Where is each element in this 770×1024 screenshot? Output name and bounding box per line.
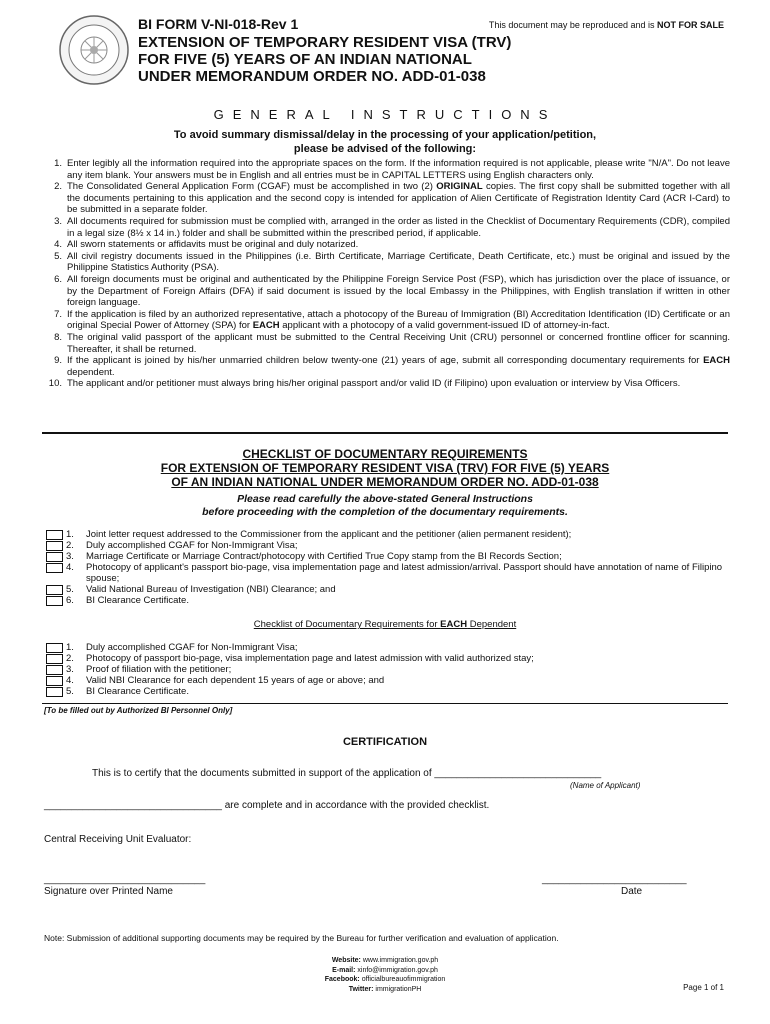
instruction-item: 2. The Consolidated General Application Form (CGAF) must be accomplished in two (2) ORIGINAL copies. The first copy shall be submitted together with all the documents pertaining to this application and the second copy is intended for application of Alien Certificate of Registration Identity Card (ACR I-Card) to be submitted in a separate folder. xyxy=(54,181,730,216)
form-title: EXTENSION OF TEMPORARY RESIDENT VISA (TRV) FOR FIVE (5) YEARS OF AN INDIAN NATIONAL UNDER MEMORANDUM ORDER NO. ADD-01-038 xyxy=(138,34,512,85)
checklist-item: 5. BI Clearance Certificate. xyxy=(46,686,730,697)
checklist-item: 5. Valid National Bureau of Investigation (NBI) Clearance; and xyxy=(46,584,730,595)
certification-title: CERTIFICATION xyxy=(342,736,428,748)
checkbox[interactable] xyxy=(46,654,63,664)
page-number: Page 1 of 1 xyxy=(683,983,724,992)
section-divider xyxy=(42,703,728,704)
checkbox[interactable] xyxy=(46,552,63,562)
twitter-link[interactable]: immigrationPH xyxy=(375,985,422,993)
applicant-name-label: (Name of Applicant) xyxy=(570,781,641,790)
instruction-item: 8. The original valid passport of the applicant must be submitted to the Central Receiving Unit (CRU) personnel or concerned frontline officer for scanning. Thereafter, it shall be returned. xyxy=(54,331,730,355)
email-link[interactable]: xinfo@immigration.gov.ph xyxy=(357,966,438,974)
checklist-item: 1. Joint letter request addressed to the Commissioner from the applicant and the petitioner (alien permanent resident); xyxy=(46,529,730,540)
checkbox[interactable] xyxy=(46,541,63,551)
general-instructions-subheading: To avoid summary dismissal/delay in the processing of your application/petition, please be advised of the following: xyxy=(173,129,597,155)
checkbox[interactable] xyxy=(46,665,63,675)
checkbox[interactable] xyxy=(46,643,63,653)
form-code: BI FORM V-NI-018-Rev 1 xyxy=(138,16,299,32)
checklist-item: 6. BI Clearance Certificate. xyxy=(46,595,730,606)
checkbox[interactable] xyxy=(46,530,63,540)
bi-personnel-note: [To be filled out by Authorized BI Personnel Only] xyxy=(44,706,233,715)
instruction-item: 7. If the application is filed by an authorized representative, attach a photocopy of the Bureau of Immigration (BI) Accreditation Identification (ID) Certificate or an original Special Power of Attorney (SPA) for EACH applicant with a photocopy of a valid government-issued ID of attorney-in-fact. xyxy=(54,308,730,332)
contact-info xyxy=(0,956,770,994)
checklist-item: 4. Photocopy of applicant's passport bio-page, visa implementation page and latest admission/arrival. Passport should have annotation of name of Filipino spouse; xyxy=(46,562,730,584)
checkbox[interactable] xyxy=(46,585,63,595)
date-field[interactable]: __________________________ xyxy=(542,874,687,885)
checkbox[interactable] xyxy=(46,596,63,606)
checklist-item: 2. Duly accomplished CGAF for Non-Immigrant Visa; xyxy=(46,540,730,551)
signature-field[interactable]: _____________________________ xyxy=(44,874,206,885)
cru-evaluator-label: Central Receiving Unit Evaluator: xyxy=(44,834,192,845)
facebook-line: Facebook: officialbureauofimmigration xyxy=(324,976,446,983)
checklist-item: 2. Photocopy of passport bio-page, visa implementation page and latest admission with valid authorized stay; xyxy=(46,653,730,664)
website-line: Website: www.immigration.gov.ph xyxy=(331,957,439,964)
date-label: Date xyxy=(621,886,643,897)
bureau-seal-icon xyxy=(58,14,130,86)
checklist-title: CHECKLIST OF DOCUMENTARY REQUIREMENTS FOR EXTENSION OF TEMPORARY RESIDENT VISA (TRV) FOR FIVE (5) YEARS OF AN INDIAN NATIONAL UNDER MEMORANDUM ORDER NO. ADD-01-038 xyxy=(160,447,610,489)
email-line: E-mail: xinfo@immigration.gov.ph xyxy=(332,966,438,974)
website-link[interactable]: www.immigration.gov.ph xyxy=(362,957,439,964)
instruction-item: 3. All documents required for submission must be complied with, arranged in the order as listed in the Checklist of Documentary Requirements (CDR), compiled in a legal size (8½ x 14 in.) folder and shall be submitted within the prescribed period, if applicable. xyxy=(54,215,730,239)
twitter-line: Twitter: immigrationPH xyxy=(348,985,422,993)
certification-statement: This is to certify that the documents submitted in support of the application of ______________________________ xyxy=(92,768,602,779)
section-divider xyxy=(42,432,728,434)
certification-statement-continued: ________________________________ are complete and in accordance with the provided checklist. xyxy=(44,800,490,811)
checklist-item: 1. Duly accomplished CGAF for Non-Immigrant Visa; xyxy=(46,642,730,653)
requirements-checklist xyxy=(46,529,730,606)
facebook-link[interactable]: officialbureauofimmigration xyxy=(361,976,446,983)
checklist-note: Please read carefully the above-stated General Instructions before proceeding with the completion of the documentary requirements. xyxy=(202,493,568,518)
checklist-item: 3. Proof of filiation with the petitioner; xyxy=(46,664,730,675)
checkbox[interactable] xyxy=(46,563,63,573)
instruction-item: 5. All civil registry documents issued in the Philippines (i.e. Birth Certificate, Marriage Certificate, Death Certificate, etc.) must be original and issued by the Philippine Statistics Authority (PSA). xyxy=(54,250,730,274)
instruction-item: 6. All foreign documents must be original and authenticated by the Philippine Foreign Service Post (FSP), which has jurisdiction over the place of issuance, or by the Department of Foreign Affairs (DFA) if said document is issued by the local Embassy in the Philippines, with English translation if written in other foreign language. xyxy=(54,273,730,309)
instruction-item: 4. All sworn statements or affidavits must be original and duly notarized. xyxy=(54,239,359,251)
checkbox[interactable] xyxy=(46,687,63,697)
checklist-item: 3. Marriage Certificate or Marriage Contract/photocopy with Certified True Copy stamp from the BI Records Section; xyxy=(46,551,730,562)
footer-note: Note: Submission of additional supporting documents may be required by the Bureau for further verification and evaluation of application. xyxy=(44,933,559,943)
instruction-item: 10. The applicant and/or petitioner must always bring his/her original passport and/or valid ID (if Filipino) upon evaluation or interview by Visa Officers. xyxy=(48,378,681,390)
instruction-item: 1. Enter legibly all the information required into the appropriate spaces on the form. If the information required is not applicable, please write "N/A". Do not leave any item blank. Your answers must be in English and all entries must be in CAPITAL LETTERS using English characters only. xyxy=(54,158,730,181)
checkbox[interactable] xyxy=(46,676,63,686)
instructions-list xyxy=(40,158,730,390)
instruction-item: 9. If the applicant is joined by his/her unmarried children below twenty-one (21) years of age, submit all corresponding documentary requirements for EACH dependent. xyxy=(54,355,730,378)
reproduction-note: This document may be reproduced and is NOT FOR SALE xyxy=(488,20,724,30)
checklist-item: 4. Valid NBI Clearance for each dependent 15 years of age or above; and xyxy=(46,675,730,686)
dependent-checklist xyxy=(46,642,730,697)
signature-label: Signature over Printed Name xyxy=(44,886,173,897)
dependent-checklist-heading: Checklist of Documentary Requirements for EACH Dependent xyxy=(253,619,517,630)
general-instructions-heading: GENERAL INSTRUCTIONS xyxy=(213,107,557,122)
